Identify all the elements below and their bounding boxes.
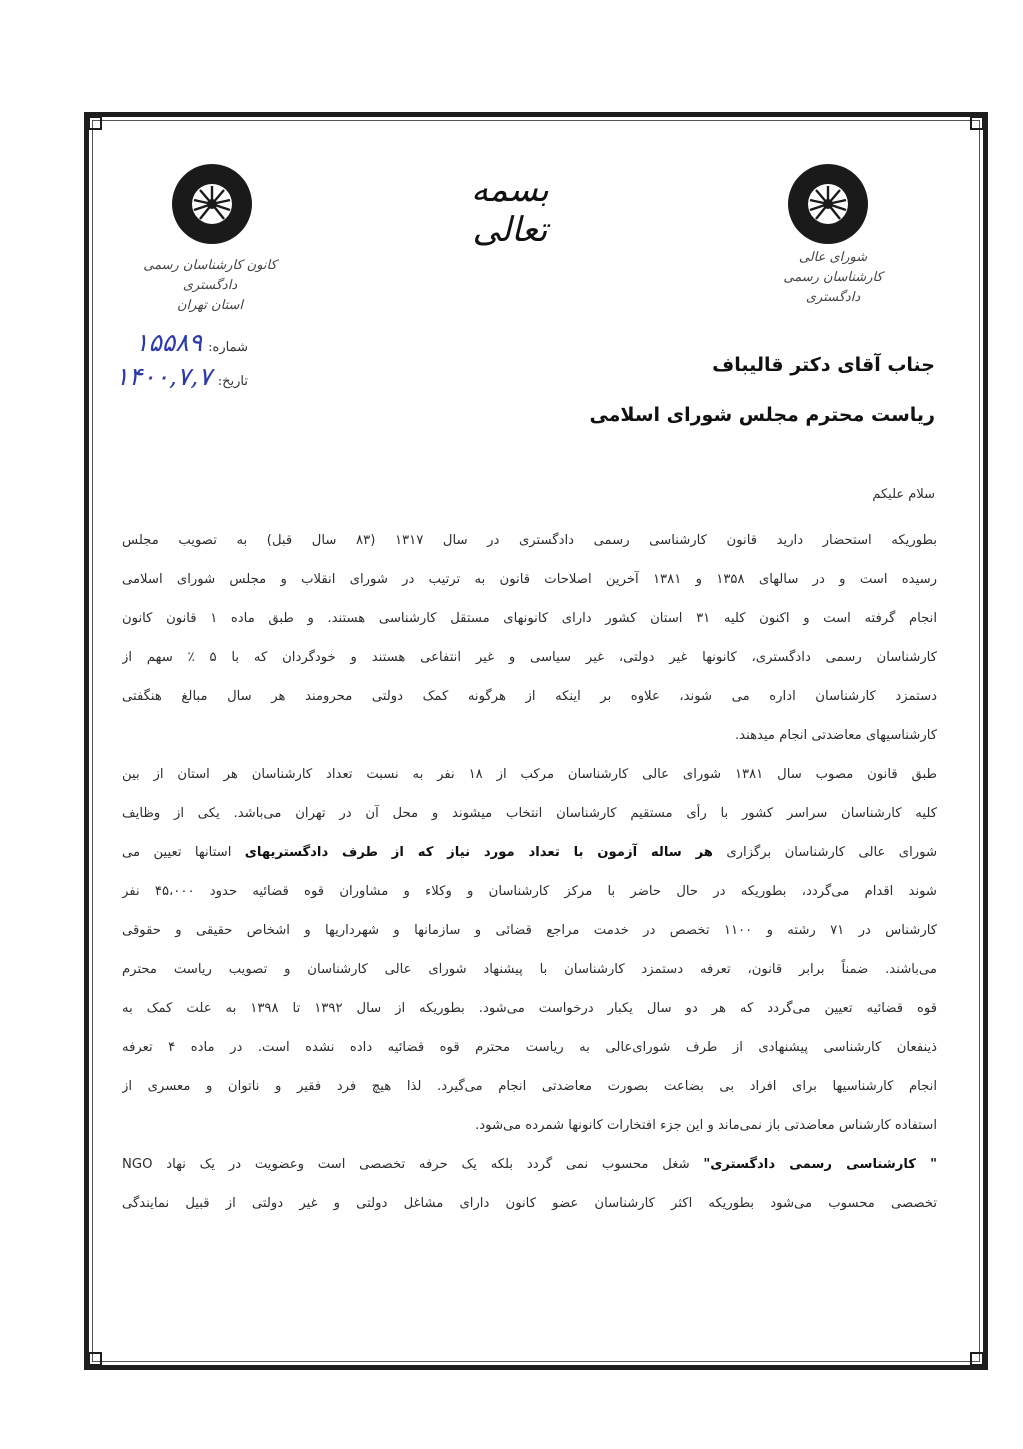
left-logo-caption-line1: کانون کارشناسان رسمی دادگستری — [143, 258, 277, 294]
body-line: رسیده است و در سالهای ۱۳۵۸ و ۱۳۸۱ آخرین اصلاحات قانون به ترتیب در شورای انقلاب و مجلس شورای اسلامی — [122, 572, 937, 587]
kanoon-logo-icon — [170, 162, 254, 246]
body-emphasis-text: " کارشناسی رسمی دادگستری" — [703, 1157, 937, 1172]
body-line: کارشناسان رسمی دادگستری، کانونها غیر دولتی، غیر سیاسی و غیر انتفاعی هستند و خودگردان که با ۵ ٪ سهم از — [122, 650, 937, 665]
body-line: بطوریکه استحضار دارید قانون کارشناسی رسمی دادگستری در سال ۱۳۱۷ (۸۳ سال قبل) به تصویب مجلس — [122, 533, 937, 548]
letter-number-value: ۱۵۵۸۹ — [135, 328, 203, 357]
right-logo-caption-line1: شورای عالی — [798, 250, 868, 265]
body-line: انجام گرفته است و اکنون کلیه ۳۱ استان کشور دارای کانونهای مستقل کارشناسی هستند. و طبق ماده ۱ قانون کانون — [122, 611, 937, 626]
body-line: طبق قانون مصوب سال ۱۳۸۱ شورای عالی کارشناسان مرکب از ۱۸ نفر به نسبت تعداد کارشناسان هر استان از بین — [122, 767, 937, 782]
letter-date-label: تاریخ: — [217, 374, 248, 389]
frame-corner-ornament — [88, 1352, 102, 1366]
body-line: تخصصی محسوب می‌شود بطوریکه اکثر کارشناسان عضو کانون دارای مشاغل دولتی و غیر دولتی از قبیل نمایندگی — [122, 1196, 937, 1211]
greeting: سلام علیکم — [872, 487, 935, 502]
right-logo-caption-line2: کارشناسان رسمی دادگستری — [783, 270, 883, 306]
letter-date-value: ۱۴۰۰,۷,۷ — [115, 362, 212, 391]
body-line: شوند اقدام می‌گردد، بطوریکه در حال حاضر با مرکز کارشناسان و وکلاء و مشاوران قوه قضائیه حدود ۴۵،۰۰۰ نفر — [122, 884, 937, 899]
body-text-segment: شغل محسوب نمی گردد بلکه یک حرفه تخصصی است وعضویت در یک نهاد NGO — [122, 1157, 704, 1172]
body-line: کلیه کارشناسان سراسر کشور با رأی مستقیم کارشناسان انتخاب میشوند و محل آن در تهران می‌باشد. یکی از وظایف — [122, 806, 937, 821]
left-logo-caption-line2: استان تهران — [176, 298, 243, 314]
body-line: ذینفعان کارشناسی پیشنهادی از طرف شورای‌عالی به ریاست محترم قوه قضائیه داده نشده است. در ماده ۴ تعرفه — [122, 1040, 937, 1055]
frame-corner-ornament — [970, 116, 984, 130]
body-text-segment: استانها تعیین می — [122, 845, 245, 860]
body-line: کارشناسیهای معاضدتی انجام میدهند. — [734, 728, 937, 743]
letter-date-row — [110, 362, 248, 391]
left-logo-caption — [130, 256, 290, 316]
addressee-name: جناب آقای دکتر قالیباف — [712, 354, 935, 376]
frame-corner-ornament — [970, 1352, 984, 1366]
right-logo-caption — [758, 248, 908, 308]
body-text-segment: شورای عالی کارشناسان برگزاری — [712, 845, 937, 860]
body-line: قوه قضائیه تعیین می‌گردد که هر دو سال یکبار درخواست می‌شود. بطوریکه از سال ۱۳۹۲ تا ۱۳۹۸ به علت کمک به — [122, 1001, 937, 1016]
bismillah-heading: بسمه تعالی — [471, 170, 549, 250]
body-emphasis-text: هر ساله آزمون با تعداد مورد نیاز که از طرف دادگستریهای — [244, 845, 713, 860]
supreme-council-logo-icon — [786, 162, 870, 246]
letter-number-row — [118, 328, 248, 357]
frame-corner-ornament — [88, 116, 102, 130]
body-line-with-emphasis — [122, 1151, 937, 1179]
addressee-title: ریاست محترم مجلس شورای اسلامی — [589, 404, 935, 426]
body-line-with-emphasis — [122, 839, 937, 867]
letter-number-label: شماره: — [208, 340, 248, 355]
body-line: کارشناس در ۷۱ رشته و ۱۱۰۰ تخصص در خدمت مراجع قضائی و سازمانها و شهرداریها و اشخاص حقیقی و حقوقی — [122, 923, 937, 938]
body-line: دستمزد کارشناسان اداره می شوند، علاوه بر اینکه از هرگونه کمک دولتی محرومند هر سال مبالغ هنگفتی — [122, 689, 937, 704]
body-line: می‌باشند. ضمناً برابر قانون، تعرفه دستمزد کارشناسان با پیشنهاد شورای عالی کارشناسان و تصویب ریاست محترم — [122, 962, 937, 977]
body-line: استفاده کارشناس معاضدتی باز نمی‌ماند و این جزء افتخارات کانونها شمرده می‌شود. — [475, 1118, 937, 1133]
body-line: انجام کارشناسیها برای افراد بی بضاعت بصورت معاضدتی انجام می‌گیرد. لذا هیچ فرد فقیر و ناتوان و معسری از — [122, 1079, 937, 1094]
